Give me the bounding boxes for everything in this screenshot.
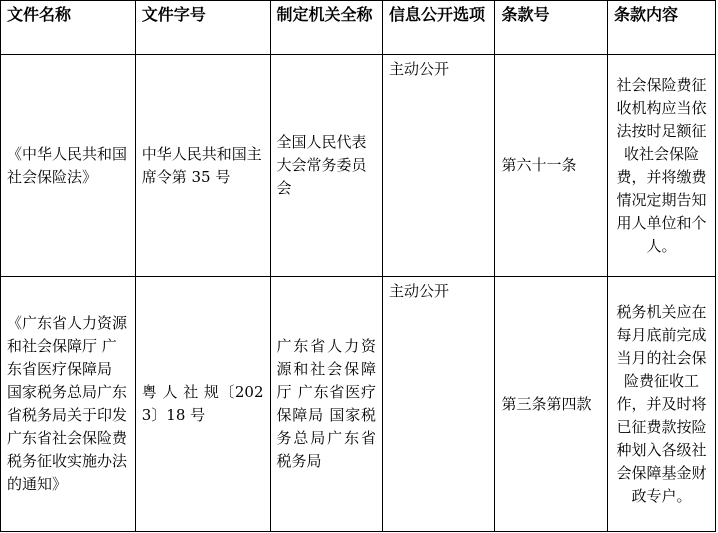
cell-article-content: 社会保险费征收机构应当依法按时足额征收社会保险费，并将缴费情况定期告知用人单位和个人。: [607, 55, 715, 277]
header-document-number: 文件字号: [135, 1, 270, 55]
table-row: [1, 55, 716, 277]
cell-document-name: 《广东省人力资源和社会保障厅 广东省医疗保障局 国家税务总局广东省税务局关于印发广东省社会保险费税务征收实施办法的通知》: [1, 277, 136, 532]
header-issuing-authority: 制定机关全称: [270, 1, 382, 55]
header-article-number: 条款号: [495, 1, 607, 55]
cell-issuing-authority: 全国人民代表大会常务委员会: [270, 55, 382, 277]
cell-document-name: 《中华人民共和国社会保险法》: [1, 55, 136, 277]
header-article-content: 条款内容: [607, 1, 715, 55]
cell-issuing-authority: 广东省人力资源和社会保障厅 广东省医疗保障局 国家税务总局广东省税务局: [270, 277, 382, 532]
cell-article-content: 税务机关应在每月底前完成当月的社会保险费征收工作，并及时将已征费款按险种划入各级社会保障基金财政专户。: [607, 277, 715, 532]
header-disclosure-option: 信息公开选项: [382, 1, 494, 55]
cell-article-number: 第三条第四款: [495, 277, 607, 532]
table-row: [1, 277, 716, 532]
table-header-row: [1, 1, 716, 55]
cell-document-number: 中华人民共和国主席令第 35 号: [135, 55, 270, 277]
cell-disclosure-option: 主动公开: [382, 277, 494, 532]
cell-disclosure-option: 主动公开: [382, 55, 494, 277]
cell-document-number: 粤 人 社 规〔2023〕18 号: [135, 277, 270, 532]
header-document-name: 文件名称: [1, 1, 136, 55]
cell-article-number: 第六十一条: [495, 55, 607, 277]
